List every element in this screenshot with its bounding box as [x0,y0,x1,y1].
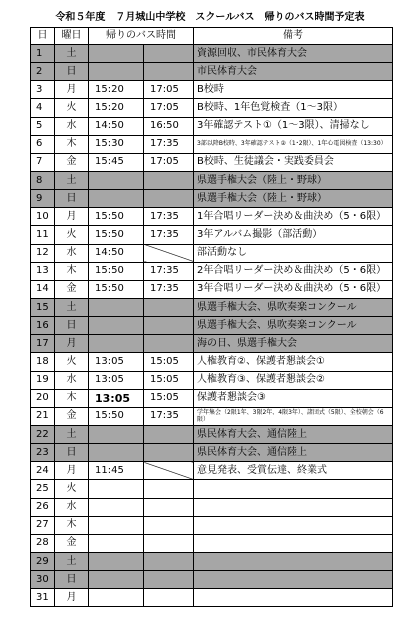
departure-time-2-cell: 16:50 [144,117,194,135]
weekday-cell: 月 [55,208,89,226]
weekday-cell: 土 [55,425,89,443]
day-cell: 6 [31,135,55,153]
weekday-cell: 日 [55,571,89,589]
notes-cell [194,571,393,589]
departure-time-1-cell: 14:50 [89,117,144,135]
departure-time-2-cell [144,63,194,81]
weekday-cell: 金 [55,534,89,552]
notes-cell [194,589,393,607]
weekday-cell: 金 [55,280,89,298]
departure-time-1-cell [89,516,144,534]
departure-time-2-cell [144,571,194,589]
departure-time-2-cell [144,317,194,335]
notes-cell: 海の日、県選手権大会 [194,335,393,353]
weekday-cell: 日 [55,190,89,208]
departure-time-2-cell [144,589,194,607]
weekday-cell: 土 [55,45,89,63]
departure-time-2-cell: 17:35 [144,208,194,226]
departure-time-2-cell: 17:35 [144,226,194,244]
day-cell: 26 [31,498,55,516]
departure-time-2-cell: 15:05 [144,389,194,407]
departure-time-1-cell [89,45,144,63]
departure-time-2-cell [144,498,194,516]
departure-time-1-cell: 15:20 [89,81,144,99]
day-cell: 3 [31,81,55,99]
notes-cell: 人権教育③、保護者懇談会② [194,371,393,389]
notes-cell: B校時、1年色覚検査（1～3限） [194,99,393,117]
weekday-cell: 木 [55,262,89,280]
departure-time-2-cell [144,298,194,316]
departure-time-1-cell: 13:05 [89,353,144,371]
header-dow: 曜日 [55,28,89,45]
notes-cell: 3年確認テスト①（1～3限）、清掃なし [194,117,393,135]
page-title: 令和５年度 ７月城山中学校 スクールバス 帰りのバス時間予定表 [55,12,365,23]
notes-cell: 2年合唱リーダー決め＆曲決め（5・6限） [194,262,393,280]
day-cell: 19 [31,371,55,389]
table-row [31,353,393,371]
departure-time-2-cell: 15:05 [144,353,194,371]
table-row [31,262,393,280]
day-cell: 25 [31,480,55,498]
notes-cell [194,498,393,516]
departure-time-2-cell: 17:35 [144,262,194,280]
departure-time-1-cell [89,425,144,443]
table-row [31,571,393,589]
day-cell: 16 [31,317,55,335]
day-cell: 11 [31,226,55,244]
table-row [31,63,393,81]
table-row [31,45,393,63]
weekday-cell: 火 [55,226,89,244]
weekday-cell: 金 [55,153,89,171]
departure-time-2-cell: 17:35 [144,135,194,153]
notes-cell: 県民体育大会、通信陸上 [194,444,393,462]
table-row [31,335,393,353]
departure-time-2-cell [144,244,194,262]
table-row [31,589,393,607]
departure-time-2-cell [144,425,194,443]
notes-cell: 市民体育大会 [194,63,393,81]
table-row [31,190,393,208]
day-cell: 15 [31,298,55,316]
notes-cell: 県選手権大会（陸上・野球） [194,190,393,208]
departure-time-2-cell: 17:35 [144,407,194,425]
day-cell: 1 [31,45,55,63]
table-row [31,208,393,226]
weekday-cell: 月 [55,81,89,99]
table-row [31,534,393,552]
day-cell: 7 [31,153,55,171]
header-day: 日 [31,28,55,45]
departure-time-1-cell: 13:05 [89,371,144,389]
weekday-cell: 日 [55,444,89,462]
notes-cell: 3年アルバム撮影（部活動） [194,226,393,244]
notes-cell [194,552,393,570]
departure-time-2-cell: 17:35 [144,280,194,298]
departure-time-1-cell [89,534,144,552]
departure-time-1-cell [89,335,144,353]
day-cell: 13 [31,262,55,280]
table-row [31,171,393,189]
table-row [31,371,393,389]
weekday-cell: 日 [55,317,89,335]
notes-cell: 3年合唱リーダー決め＆曲決め（5・6限） [194,280,393,298]
departure-time-1-cell: 15:50 [89,407,144,425]
table-row [31,444,393,462]
day-cell: 17 [31,335,55,353]
notes-cell: 1年合唱リーダー決め＆曲決め（5・6限） [194,208,393,226]
header-bus-time: 帰りのバス時間 [89,28,194,45]
departure-time-1-cell: 11:45 [89,462,144,480]
day-cell: 4 [31,99,55,117]
departure-time-1-cell: 15:50 [89,226,144,244]
departure-time-1-cell [89,552,144,570]
weekday-cell: 月 [55,335,89,353]
day-cell: 24 [31,462,55,480]
departure-time-1-cell: 15:30 [89,135,144,153]
departure-time-2-cell: 17:05 [144,153,194,171]
day-cell: 8 [31,171,55,189]
weekday-cell: 水 [55,117,89,135]
weekday-cell: 日 [55,63,89,81]
departure-time-1-cell: 15:20 [89,99,144,117]
table-row [31,244,393,262]
table-row [31,552,393,570]
table-row [31,81,393,99]
weekday-cell: 金 [55,407,89,425]
departure-time-2-cell [144,45,194,63]
table-row [31,99,393,117]
header-row [31,28,393,45]
day-cell: 30 [31,571,55,589]
departure-time-2-cell [144,171,194,189]
day-cell: 23 [31,444,55,462]
table-row [31,480,393,498]
departure-time-2-cell [144,444,194,462]
weekday-cell: 木 [55,389,89,407]
departure-time-2-cell [144,190,194,208]
departure-time-1-cell [89,498,144,516]
departure-time-1-cell [89,444,144,462]
table-row [31,135,393,153]
day-cell: 18 [31,353,55,371]
departure-time-2-cell [144,335,194,353]
departure-time-1-cell [89,190,144,208]
departure-time-1-cell [89,589,144,607]
table-row [31,389,393,407]
header-notes: 備考 [194,28,393,45]
notes-cell [194,534,393,552]
notes-cell: 3部以降B校時、3年確認テスト②（1･2限）、1年心電図検査（13:30） [194,135,393,153]
departure-time-1-cell [89,63,144,81]
departure-time-2-cell [144,516,194,534]
weekday-cell: 水 [55,371,89,389]
day-cell: 28 [31,534,55,552]
notes-cell: 県民体育大会、通信陸上 [194,425,393,443]
departure-time-1-cell [89,317,144,335]
table-row [31,117,393,135]
notes-cell: 県選手権大会、県吹奏楽コンクール [194,298,393,316]
weekday-cell: 木 [55,135,89,153]
notes-cell: 県選手権大会（陸上・野球） [194,171,393,189]
notes-cell: 人権教育②、保護者懇談会① [194,353,393,371]
day-cell: 20 [31,389,55,407]
table-row [31,153,393,171]
notes-cell [194,480,393,498]
departure-time-1-cell: 15:50 [89,208,144,226]
departure-time-2-cell: 17:05 [144,81,194,99]
table-row [31,407,393,425]
notes-cell: B校時、生徒議会・実践委員会 [194,153,393,171]
notes-cell: 意見発表、受賞伝達、終業式 [194,462,393,480]
day-cell: 22 [31,425,55,443]
departure-time-1-cell: 14:50 [89,244,144,262]
table-row [31,425,393,443]
day-cell: 29 [31,552,55,570]
weekday-cell: 水 [55,244,89,262]
departure-time-2-cell: 17:05 [144,99,194,117]
table-row [31,226,393,244]
departure-time-1-cell: 15:45 [89,153,144,171]
table-row [31,280,393,298]
notes-cell: 資源回収、市民体育大会 [194,45,393,63]
notes-cell: 学年集会（2限1年、3限2年、4限3年）、諸団式（5限）、全校朝会（6限） [194,407,393,425]
table-row [31,516,393,534]
table-row [31,298,393,316]
weekday-cell: 火 [55,353,89,371]
day-cell: 9 [31,190,55,208]
bus-schedule-table [30,27,393,607]
weekday-cell: 水 [55,498,89,516]
day-cell: 31 [31,589,55,607]
day-cell: 14 [31,280,55,298]
weekday-cell: 木 [55,516,89,534]
departure-time-2-cell [144,552,194,570]
departure-time-2-cell [144,480,194,498]
weekday-cell: 土 [55,298,89,316]
day-cell: 12 [31,244,55,262]
day-cell: 10 [31,208,55,226]
departure-time-1-cell: 13:05 [89,389,144,407]
table-row [31,498,393,516]
departure-time-2-cell: 15:05 [144,371,194,389]
notes-cell: 部活動なし [194,244,393,262]
day-cell: 21 [31,407,55,425]
weekday-cell: 月 [55,589,89,607]
departure-time-1-cell [89,298,144,316]
weekday-cell: 火 [55,480,89,498]
departure-time-1-cell: 15:50 [89,280,144,298]
departure-time-2-cell [144,534,194,552]
day-cell: 2 [31,63,55,81]
notes-cell [194,516,393,534]
weekday-cell: 土 [55,171,89,189]
notes-cell: 県選手権大会、県吹奏楽コンクール [194,317,393,335]
table-row [31,317,393,335]
departure-time-1-cell [89,171,144,189]
departure-time-1-cell: 15:50 [89,262,144,280]
departure-time-2-cell [144,462,194,480]
weekday-cell: 土 [55,552,89,570]
departure-time-1-cell [89,480,144,498]
day-cell: 27 [31,516,55,534]
day-cell: 5 [31,117,55,135]
notes-cell: B校時 [194,81,393,99]
table-row [31,462,393,480]
weekday-cell: 月 [55,462,89,480]
departure-time-1-cell [89,571,144,589]
weekday-cell: 火 [55,99,89,117]
notes-cell: 保護者懇談会③ [194,389,393,407]
